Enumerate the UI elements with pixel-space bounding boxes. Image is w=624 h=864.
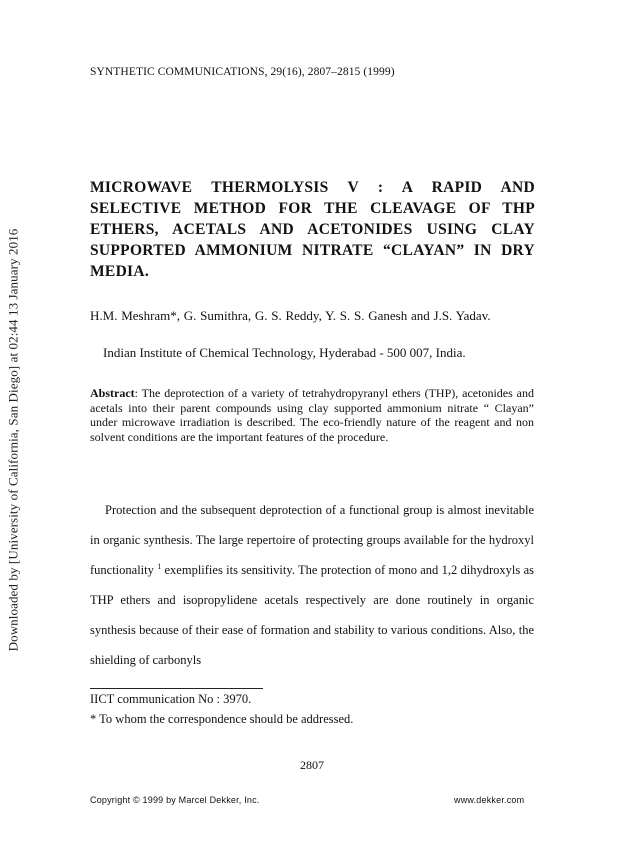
page-number: 2807 (300, 758, 324, 772)
abstract (90, 386, 534, 444)
article-title: MICROWAVE THERMOLYSIS V : A RAPID AND SELECTIVE METHOD FOR THE CLEAVAGE OF THP ETHERS, ACETALS AND ACETONIDES USING CLAY SUPPORTED AMMONIUM NITRATE “CLAYAN” IN DRY MEDIA. (90, 179, 535, 280)
footnote-divider (90, 688, 263, 689)
download-notice-text: Downloaded by [University of California, San Diego] at 02:44 13 January 2016 (5, 228, 21, 652)
body-text-part-1: Protection and the subsequent deprotection of a functional group is almost inevitable in organic synthesis. The large repertoire of protecting groups available for the hydroxyl functionality (90, 503, 534, 577)
abstract-text: : The deprotection of a variety of tetrahydropyranyl ethers (THP), acetonides and acetals into their parent compounds using clay supported ammonium nitrate “ Clayan” under microwave irradiation is described. The eco-friendly nature of the reagent and non solvent conditions are the important features of the procedure. (90, 386, 534, 444)
reference-marker: 1 (157, 562, 162, 571)
publisher-url: www.dekker.com (454, 795, 525, 805)
footnote-correspondence: * To whom the correspondence should be addressed. (90, 712, 354, 726)
copyright-notice: Copyright © 1999 by Marcel Dekker, Inc. (90, 795, 260, 805)
journal-citation: SYNTHETIC COMMUNICATIONS, 29(16), 2807–2815 (1999) (90, 66, 395, 78)
body-text-part-2: exemplifies its sensitivity. The protection of mono and 1,2 dihydroxyls as THP ethers and isopropylidene acetals respectively are done routinely in organic synthesis because of their ease of formation and stability to various conditions. Also, the shielding of carbonyls (90, 563, 534, 667)
body-paragraph (90, 495, 534, 675)
author-list: H.M. Meshram*, G. Sumithra, G. S. Reddy, Y. S. S. Ganesh and J.S. Yadav. (90, 308, 491, 323)
author-affiliation: Indian Institute of Chemical Technology, Hyderabad - 500 007, India. (103, 345, 466, 360)
footnote-communication: IICT communication No : 3970. (90, 692, 252, 706)
abstract-label: Abstract (90, 386, 135, 400)
download-notice (2, 215, 24, 665)
